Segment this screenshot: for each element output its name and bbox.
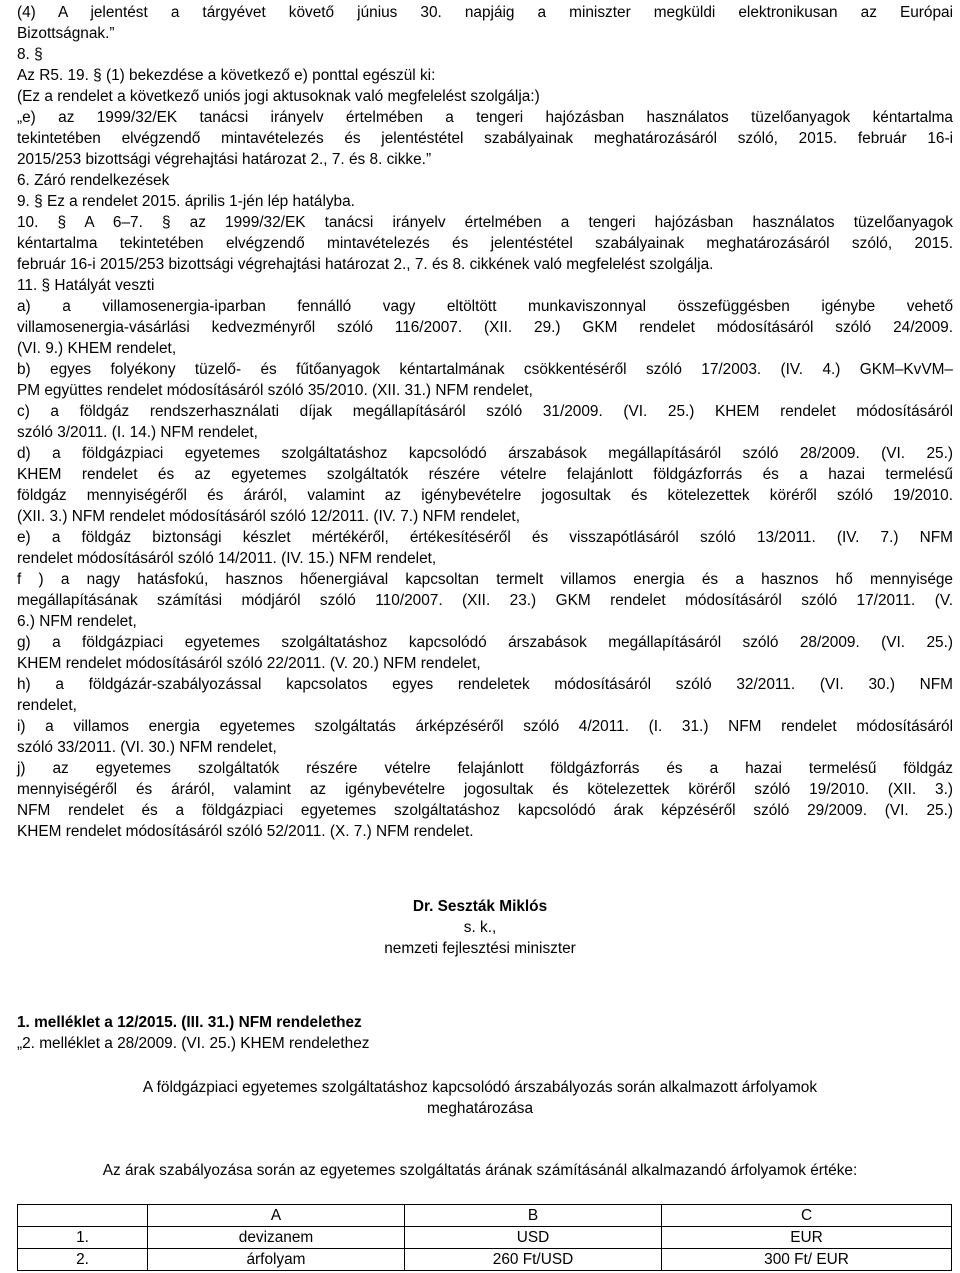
paragraph-line: kéntartalma tekintetében elvégzendő mintavételezés és jelentéstétel szabályainak meghatározásáról szóló, 2015.	[17, 235, 953, 252]
annex-title-continued: meghatározása	[426, 1100, 534, 1117]
paragraph-line: NFM rendelet és a földgázpiaci egyetemes szolgáltatáshoz kapcsolódó árak képzéséről szóló 29/2009. (VI. 25.)	[17, 802, 953, 819]
table-header-cell: A	[148, 1205, 405, 1227]
paragraph-line: (Ez a rendelet a következő uniós jogi aktusoknak való megfelelést szolgálja:)	[17, 88, 540, 105]
table-header-cell: B	[405, 1205, 662, 1227]
table-header-row	[18, 1205, 952, 1227]
paragraph-line: rendelet módosításáról szóló 14/2011. (IV. 15.) NFM rendelet,	[17, 550, 437, 567]
table-header-cell: C	[662, 1205, 952, 1227]
table-row	[18, 1249, 952, 1271]
paragraph-line: b) egyes folyékony tüzelő- és fűtőanyagok kéntartalmának csökkentéséről szóló 17/2003. (IV. 4.) GKM–KvVM–	[17, 361, 953, 378]
signatory-title: nemzeti fejlesztési miniszter	[384, 940, 576, 957]
paragraph-line: 9. § Ez a rendelet 2015. április 1-jén lép hatályba.	[17, 193, 355, 210]
table-cell: 260 Ft/USD	[405, 1249, 662, 1271]
paragraph-line: e) a földgáz biztonsági készlet mértékéről, értékesítéséről és visszapótlásáról szóló 13/2011. (IV. 7.) NFM	[17, 529, 953, 546]
paragraph-line: villamosenergia-vásárlási kedvezményről szóló 116/2007. (XII. 29.) GKM rendelet módosításáról szóló 24/2009.	[17, 319, 953, 336]
paragraph-line: szóló 33/2011. (VI. 30.) NFM rendelet,	[17, 739, 277, 756]
section-number: 8. §	[17, 46, 43, 63]
signatory-name: Dr. Seszták Miklós	[412, 898, 548, 915]
section-heading: 6. Záró rendelkezések	[17, 172, 170, 189]
paragraph-line: tekintetében elvégzendő mintavételezés és jelentéstétel szabályainak meghatározásáról szóló, 2015. február 16-i	[17, 130, 953, 147]
paragraph-line: j) az egyetemes szolgáltatók részére vételre felajánlott földgázforrás és a hazai termelésű földgáz	[17, 760, 953, 777]
paragraph-line: Bizottságnak.”	[17, 25, 115, 42]
table-cell: 300 Ft/ EUR	[662, 1249, 952, 1271]
paragraph-line: rendelet,	[17, 697, 77, 714]
table-cell: 1.	[18, 1227, 148, 1249]
paragraph-line: a) a villamosenergia-iparban fennálló vagy eltöltött munkaviszonnyal összefüggésben igénybe vehető	[17, 298, 953, 315]
signatory-sk: s. k.,	[463, 919, 497, 936]
paragraph-line: „e) az 1999/32/EK tanácsi irányelv értelmében a tengeri hajózásban használatos tüzelőanyagok kéntartalma	[17, 109, 953, 126]
paragraph-line: Az R5. 19. § (1) bekezdése a következő e) ponttal egészül ki:	[17, 67, 436, 84]
paragraph-line: PM együttes rendelet módosításáról szóló 35/2010. (XII. 31.) NFM rendelet,	[17, 382, 533, 399]
annex-intro: Az árak szabályozása során az egyetemes szolgáltatás árának számításánál alkalmazandó árfolyamok értéke:	[102, 1162, 858, 1179]
annex-heading: 1. melléklet a 12/2015. (III. 31.) NFM rendelethez	[17, 1014, 362, 1031]
annex-subheading: „2. melléklet a 28/2009. (VI. 25.) KHEM rendelethez	[17, 1035, 370, 1052]
table-cell: devizanem	[148, 1227, 405, 1249]
paragraph-line: február 16-i 2015/253 bizottsági végrehajtási határozat 2., 7. és 8. cikkének való megfelelést szolgálja.	[17, 256, 714, 273]
paragraph-line: 10. § A 6–7. § az 1999/32/EK tanácsi irányelv értelmében a tengeri hajózásban használatos tüzelőanyagok	[17, 214, 953, 231]
paragraph-line: megállapításának számítási módjáról szóló 110/2007. (XII. 23.) GKM rendelet módosításáról szóló 17/2011. (V.	[17, 592, 953, 609]
table-cell: USD	[405, 1227, 662, 1249]
paragraph-line: d) a földgázpiaci egyetemes szolgáltatáshoz kapcsolódó árszabások megállapításáról szóló 28/2009. (VI. 25.)	[17, 445, 953, 462]
paragraph-line: i) a villamos energia egyetemes szolgáltatás árképzéséről szóló 4/2011. (I. 31.) NFM rendelet módosításáról	[17, 718, 953, 735]
paragraph-line: földgáz mennyiségéről és áráról, valamint az igénybevételre jogosultak és kötelezettek köréről szóló 19/2010.	[17, 487, 953, 504]
table-row	[18, 1227, 952, 1249]
paragraph-line: c) a földgáz rendszerhasználati díjak megállapításáról szóló 31/2009. (VI. 25.) KHEM rendelet módosításáról	[17, 403, 953, 420]
paragraph-line: (XII. 3.) NFM rendelet módosításáról szóló 12/2011. (IV. 7.) NFM rendelet,	[17, 508, 520, 525]
paragraph-line: 2015/253 bizottsági végrehajtási határozat 2., 7. és 8. cikke.”	[17, 151, 432, 168]
paragraph-line: 6.) NFM rendelet,	[17, 613, 137, 630]
paragraph-line: szóló 3/2011. (I. 14.) NFM rendelet,	[17, 424, 258, 441]
paragraph-line: (4) A jelentést a tárgyévet követő június 30. napjáig a miniszter megküldi elektronikusan az Európai	[17, 4, 953, 21]
exchange-rate-table	[17, 1204, 952, 1271]
paragraph-line: g) a földgázpiaci egyetemes szolgáltatáshoz kapcsolódó árszabások megállapításáról szóló 28/2009. (VI. 25.)	[17, 634, 953, 651]
paragraph-line: mennyiségéről és áráról, valamint az igénybevételre jogosultak és kötelezettek köréről szóló 19/2010. (XII. 3.)	[17, 781, 953, 798]
paragraph-line: KHEM rendelet módosításáról szóló 52/2011. (X. 7.) NFM rendelet.	[17, 823, 474, 840]
table-cell: EUR	[662, 1227, 952, 1249]
annex-title: A földgázpiaci egyetemes szolgáltatáshoz kapcsolódó árszabályozás során alkalmazott árfolyamok	[142, 1079, 818, 1096]
table-header-cell	[18, 1205, 148, 1227]
paragraph-line: f ) a nagy hatásfokú, hasznos hőenergiával kapcsoltan termelt villamos energia és a hasznos hő mennyisége	[17, 571, 953, 588]
paragraph-line: 11. § Hatályát veszti	[17, 277, 155, 294]
paragraph-line: KHEM rendelet és az egyetemes szolgáltatók részére vételre felajánlott földgázforrás és a hazai termelésű	[17, 466, 953, 483]
paragraph-line: KHEM rendelet módosításáról szóló 22/2011. (V. 20.) NFM rendelet,	[17, 655, 481, 672]
table-cell: árfolyam	[148, 1249, 405, 1271]
paragraph-line: h) a földgázár-szabályozással kapcsolatos egyes rendeletek módosításáról szóló 32/2011. (VI. 30.) NFM	[17, 676, 953, 693]
paragraph-line: (VI. 9.) KHEM rendelet,	[17, 340, 177, 357]
table-cell: 2.	[18, 1249, 148, 1271]
